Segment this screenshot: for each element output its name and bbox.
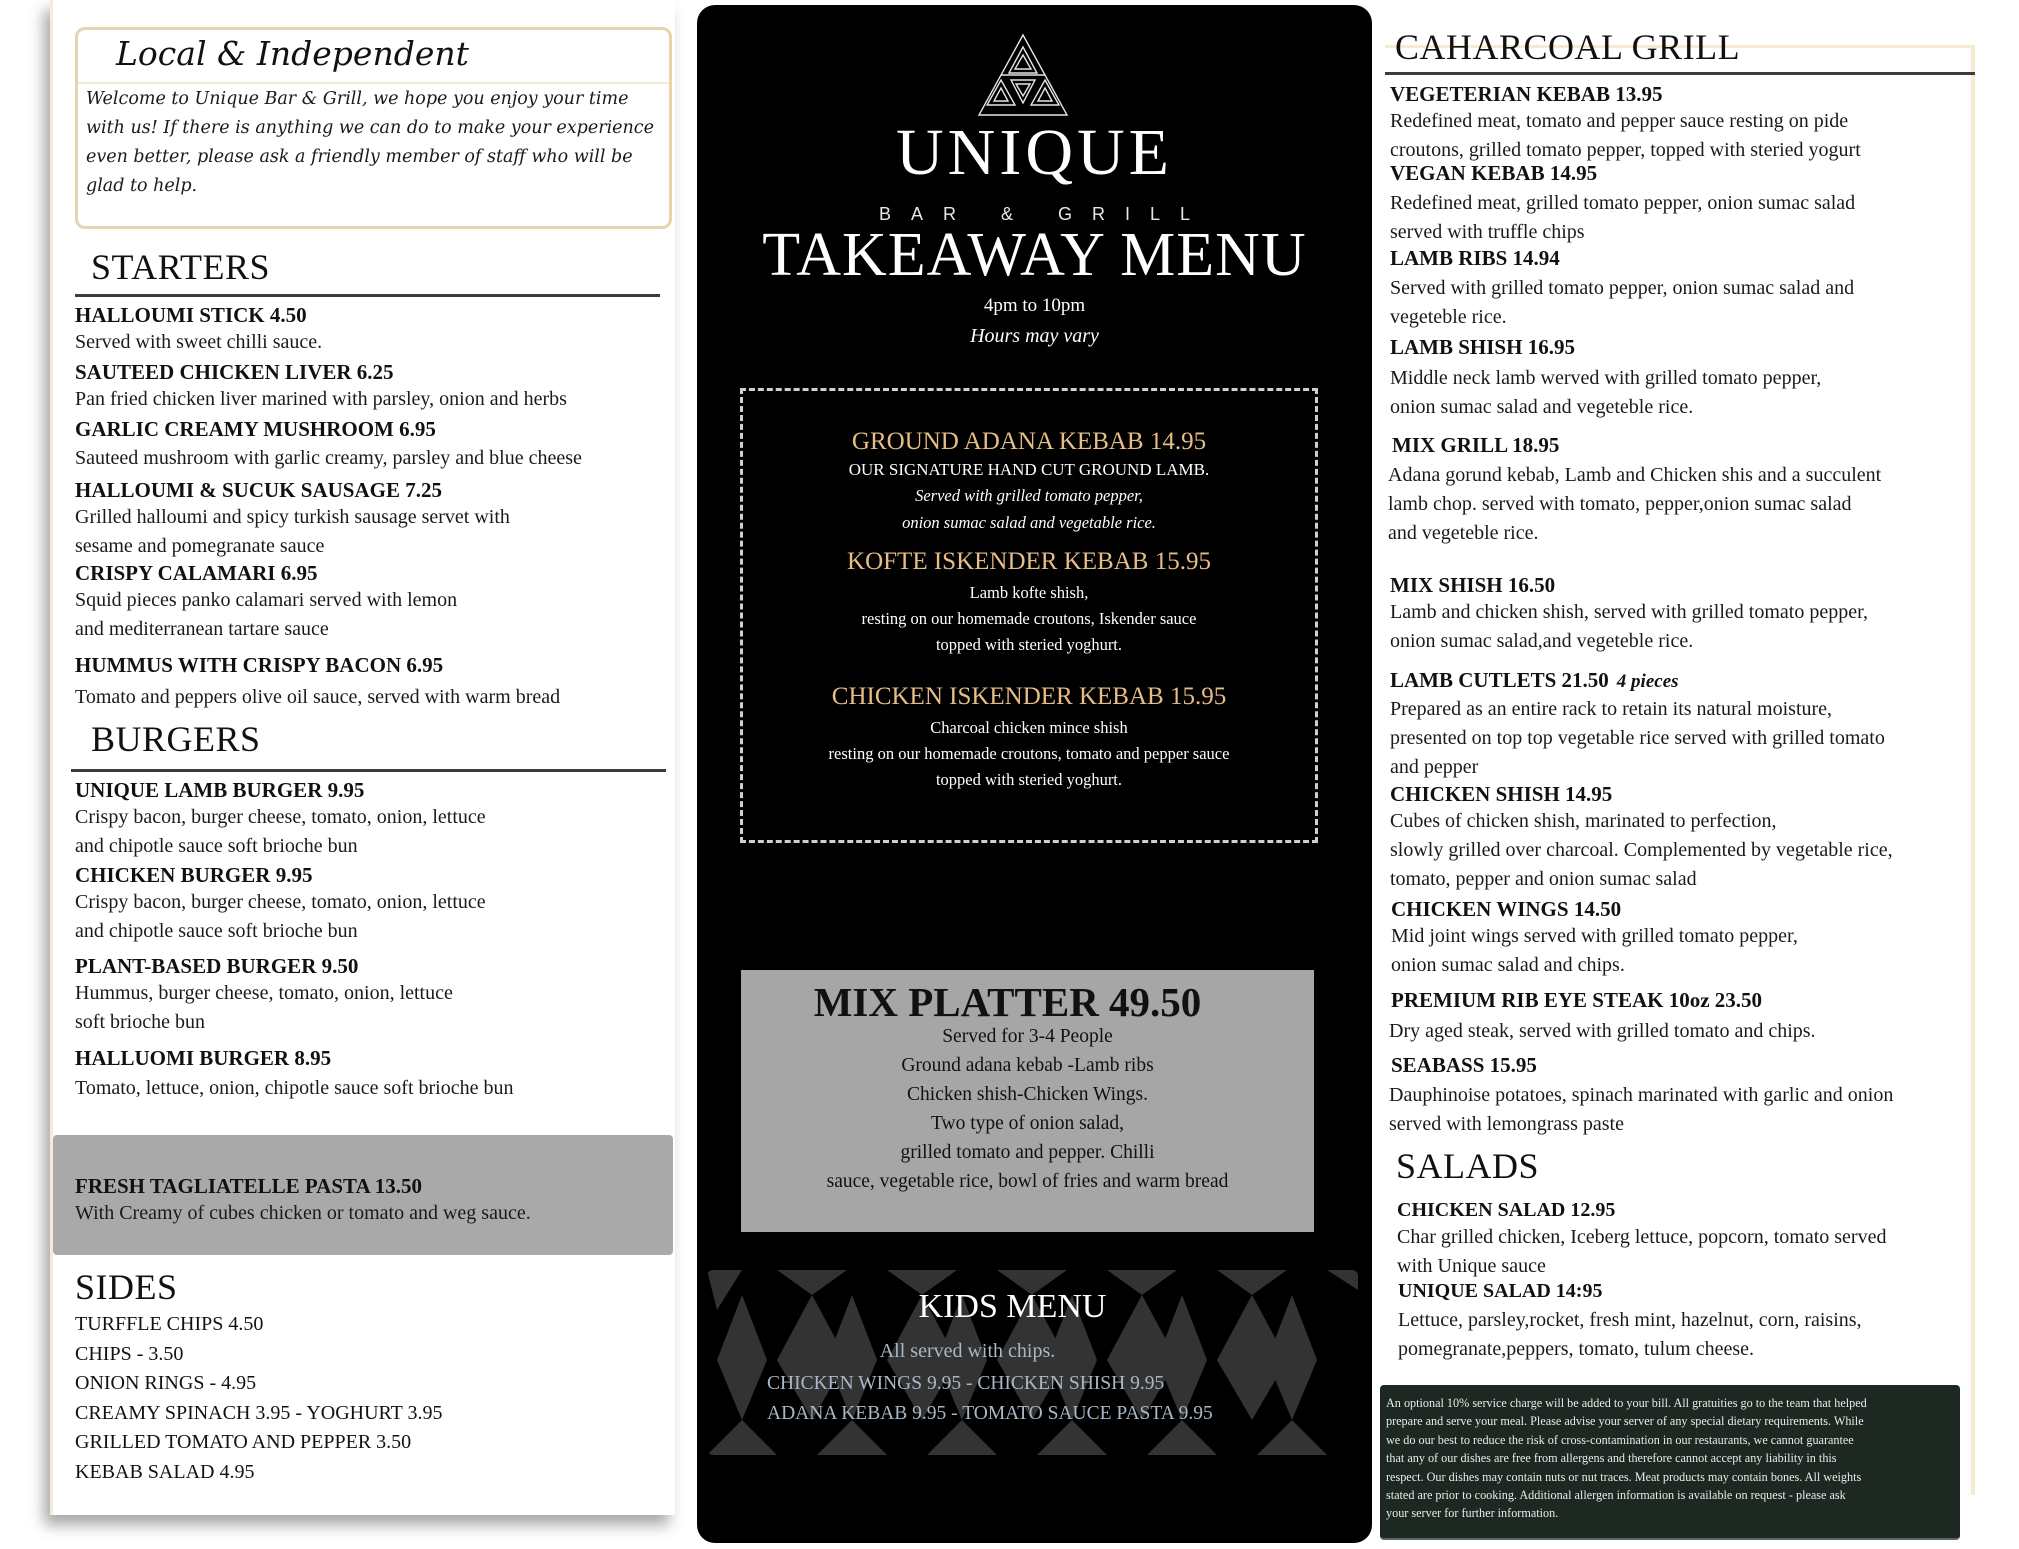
item-desc: lamb chop. served with tomato, pepper,onion sumac salad <box>1388 493 1852 515</box>
starters-heading: STARTERS <box>91 247 270 287</box>
side-item: CHIPS - 3.50 <box>75 1342 184 1365</box>
mix-platter-box <box>741 970 1314 1232</box>
item-desc: topped with steried yoghurt. <box>935 635 1123 654</box>
starters-divider <box>75 294 660 297</box>
item-name: CHICKEN ISKENDER KEBAB 15.95 <box>831 683 1227 710</box>
disclaimer-line: stated are prior to cooking. Additional allergen information is available on request - please ask <box>1386 1488 1846 1503</box>
item-name: SAUTEED CHICKEN LIVER 6.25 <box>75 360 394 384</box>
menu-item <box>1390 245 1990 332</box>
burgers-divider <box>71 769 666 772</box>
menu-item <box>1397 1197 1997 1281</box>
disclaimer-line: respect. Our dishes may contain nuts or nut traces. Meat products may contain bones. All weights <box>1386 1469 1862 1484</box>
item-desc: Hummus, burger cheese, tomato, onion, lettuce <box>75 982 453 1004</box>
menu-item <box>1390 781 1990 894</box>
item-desc: with Unique sauce <box>1397 1255 1546 1277</box>
platter-line: grilled tomato and pepper. Chilli <box>900 1142 1155 1163</box>
item-name-text: LAMB CUTLETS 21.50 <box>1390 668 1609 692</box>
menu-item <box>1390 334 1990 422</box>
item-desc: Lettuce, parsley,rocket, fresh mint, hazelnut, corn, raisins, <box>1398 1309 1862 1331</box>
item-desc: and chipotle sauce soft brioche bun <box>75 835 358 857</box>
item-name: CHICKEN BURGER 9.95 <box>75 863 313 887</box>
brand-subtitle: BAR & GRILL <box>878 204 1211 224</box>
welcome-box <box>75 27 672 229</box>
signature-item <box>743 681 1315 793</box>
menu-item <box>75 953 695 1037</box>
kids-menu-title: KIDS MENU <box>918 1288 1107 1325</box>
kids-menu-subtitle: All served with chips. <box>879 1340 1056 1362</box>
menu-item <box>75 652 695 712</box>
item-desc: onion sumac salad,and vegeteble rice. <box>1390 630 1694 652</box>
side-item: ONION RINGS - 4.95 <box>75 1372 257 1394</box>
item-desc: and pepper <box>1390 756 1479 778</box>
item-name: MIX GRILL 18.95 <box>1392 433 1560 457</box>
item-name: PLANT-BASED BURGER 9.50 <box>75 954 359 978</box>
item-desc: served with truffle chips <box>1390 221 1585 243</box>
item-desc: Cubes of chicken shish, marinated to perfection, <box>1390 810 1777 832</box>
item-desc: soft brioche bun <box>75 1011 205 1033</box>
item-desc: and chipotle sauce soft brioche bun <box>75 920 358 942</box>
item-name: GARLIC CREAMY MUSHROOM 6.95 <box>75 417 436 441</box>
item-desc: Charcoal chicken mince shish <box>930 718 1128 737</box>
item-name: VEGAN KEBAB 14.95 <box>1390 161 1598 185</box>
disclaimer-line: that any of our dishes are free from allergens and therefore cannot accept any liability in this <box>1386 1451 1837 1466</box>
menu-item <box>75 777 695 861</box>
right-page <box>1380 0 2019 1549</box>
item-name: KOFTE ISKENDER KEBAB 15.95 <box>847 548 1211 575</box>
burgers-heading: BURGERS <box>91 719 261 759</box>
item-desc: Served with sweet chilli sauce. <box>75 331 323 353</box>
item-name: LAMB RIBS 14.94 <box>1390 246 1560 270</box>
item-desc: presented on top top vegetable rice served with grilled tomato <box>1390 727 1885 749</box>
item-name: HUMMUS WITH CRISPY BACON 6.95 <box>75 653 444 677</box>
item-desc: sesame and pomegranate sauce <box>75 535 325 557</box>
item-desc: Grilled halloumi and spicy turkish sausage servet with <box>75 506 510 528</box>
item-desc: onion sumac salad and chips. <box>1391 954 1625 976</box>
item-desc: Mid joint wings served with grilled tomato pepper, <box>1391 925 1798 947</box>
item-name: GROUND ADANA KEBAB 14.95 <box>851 428 1207 455</box>
item-desc: Redefined meat, grilled tomato pepper, onion sumac salad <box>1390 192 1856 214</box>
allergen-disclaimer <box>1380 1385 1960 1540</box>
item-name: CRISPY CALAMARI 6.95 <box>75 561 318 585</box>
item-desc: Lamb kofte shish, <box>969 583 1089 602</box>
item-name: HALLOUMI STICK 4.50 <box>75 303 307 327</box>
item-desc: Adana gorund kebab, Lamb and Chicken shis and a succulent <box>1388 464 1882 486</box>
sides-heading: SIDES <box>75 1267 178 1307</box>
side-item: GRILLED TOMATO AND PEPPER 3.50 <box>75 1431 412 1453</box>
item-name: HALLUOMI BURGER 8.95 <box>75 1046 332 1070</box>
salads-heading: SALADS <box>1396 1146 1540 1186</box>
sides-list <box>75 1310 443 1487</box>
brand-name: UNIQUE <box>896 116 1173 189</box>
item-name: SEABASS 15.95 <box>1391 1053 1537 1077</box>
item-desc: Squid pieces panko calamari served with lemon <box>75 589 458 611</box>
item-desc: OUR SIGNATURE HAND CUT GROUND LAMB. <box>848 460 1210 479</box>
item-desc: vegeteble rice. <box>1390 306 1507 328</box>
item-desc: Tomato and peppers olive oil sauce, served with warm bread <box>75 686 561 708</box>
item-name: CHICKEN SHISH 14.95 <box>1390 782 1613 806</box>
item-name: UNIQUE SALAD 14:95 <box>1398 1280 1603 1302</box>
center-panel <box>697 5 1372 1543</box>
menu-item <box>75 560 695 644</box>
menu-title: TAKEAWAY MENU <box>762 221 1307 289</box>
menu-item <box>1391 896 1991 980</box>
item-name: LAMB SHISH 16.95 <box>1390 335 1575 359</box>
item-desc: Tomato, lettuce, onion, chipotle sauce soft brioche bun <box>75 1077 514 1099</box>
kids-menu-line: ADANA KEBAB 9.95 - TOMATO SAUCE PASTA 9.95 <box>767 1403 1213 1424</box>
menu-item <box>1390 572 1990 656</box>
item-desc: Prepared as an entire rack to retain its natural moisture, <box>1390 698 1833 720</box>
item-desc: onion sumac salad and vegeteble rice. <box>1390 396 1694 418</box>
item-desc: and vegeteble rice. <box>1388 522 1539 544</box>
item-name <box>1390 667 1990 695</box>
menu-item <box>1398 1278 1998 1364</box>
kids-menu-box <box>707 1270 1358 1455</box>
menu-item <box>1390 667 1990 782</box>
item-note: 4 pieces <box>1616 671 1679 692</box>
menu-item <box>1391 1052 1991 1139</box>
item-name: UNIQUE LAMB BURGER 9.95 <box>75 778 365 802</box>
menu-item <box>75 1045 695 1103</box>
menu-item <box>75 359 695 414</box>
item-desc: served with lemongrass paste <box>1389 1113 1624 1135</box>
item-name: MIX SHISH 16.50 <box>1390 573 1556 597</box>
menu-item <box>1388 432 1988 548</box>
item-desc: Middle neck lamb werved with grilled tomato pepper, <box>1390 367 1822 389</box>
item-desc: Dauphinoise potatoes, spinach marinated with garlic and onion <box>1389 1084 1894 1106</box>
item-desc: Served with grilled tomato pepper, <box>915 486 1143 505</box>
menu-item <box>75 477 695 561</box>
item-desc: Crispy bacon, burger cheese, tomato, onion, lettuce <box>75 891 486 913</box>
welcome-title: Local & Independent <box>116 34 469 73</box>
item-desc: Crispy bacon, burger cheese, tomato, onion, lettuce <box>75 806 486 828</box>
pasta-feature-box <box>53 1135 673 1255</box>
signature-item <box>743 426 1315 536</box>
menu-item <box>75 862 695 946</box>
platter-description <box>741 1022 1314 1196</box>
disclaimer-line: your server for further information. <box>1386 1506 1559 1521</box>
item-desc: Pan fried chicken liver marined with parsley, onion and herbs <box>75 388 567 410</box>
left-page <box>50 0 675 1515</box>
welcome-text: Welcome to Unique Bar & Grill, we hope you enjoy your time with us! If there is anything we can do to make your experience even better, please ask a friendly member of staff who will be glad to help. <box>86 89 654 196</box>
item-desc: and mediterranean tartare sauce <box>75 618 329 640</box>
signature-dishes-box <box>740 388 1318 843</box>
item-name: CHICKEN SALAD 12.95 <box>1397 1199 1616 1221</box>
grill-divider <box>1385 72 1975 75</box>
item-desc: croutons, grilled tomato pepper, topped with steried yogurt <box>1390 139 1861 161</box>
disclaimer-line: prepare and serve your meal. Please advise your server of any special dietary requirements. While <box>1386 1414 1864 1429</box>
item-desc: Sauteed mushroom with garlic creamy, parsley and blue cheese <box>75 447 582 469</box>
item-name: VEGETERIAN KEBAB 13.95 <box>1390 82 1663 106</box>
item-name: FRESH TAGLIATELLE PASTA 13.50 <box>75 1174 422 1198</box>
platter-line: Served for 3-4 People <box>942 1026 1113 1047</box>
item-desc: With Creamy of cubes chicken or tomato and weg sauce. <box>75 1202 531 1224</box>
side-item: CREAMY SPINACH 3.95 - YOGHURT 3.95 <box>75 1401 443 1424</box>
side-item: KEBAB SALAD 4.95 <box>75 1460 255 1483</box>
triangle-logo-icon <box>977 33 1069 117</box>
signature-item <box>743 546 1315 658</box>
item-desc: topped with steried yoghurt. <box>935 770 1123 789</box>
item-desc: tomato, pepper and onion sumac salad <box>1390 868 1697 890</box>
welcome-divider <box>78 82 669 84</box>
menu-item <box>75 302 695 357</box>
item-desc: resting on our homemade croutons, tomato and pepper sauce <box>828 744 1230 763</box>
item-desc: Dry aged steak, served with grilled tomato and chips. <box>1389 1020 1816 1042</box>
kids-menu-line: CHICKEN WINGS 9.95 - CHICKEN SHISH 9.95 <box>767 1373 1165 1394</box>
disclaimer-line: we do our best to reduce the risk of cross-contamination in our restaurants, we cannot guarantee <box>1386 1432 1854 1447</box>
platter-line: sauce, vegetable rice, bowl of fries and warm bread <box>826 1171 1229 1192</box>
side-item: TURFFLE CHIPS 4.50 <box>75 1313 264 1335</box>
item-desc: slowly grilled over charcoal. Complemented by vegetable rice, <box>1390 839 1893 861</box>
menu-item <box>75 416 695 473</box>
item-desc: pomegranate,peppers, tomato, tulum cheese. <box>1398 1338 1754 1360</box>
menu-item <box>1390 81 1990 165</box>
disclaimer-line: An optional 10% service charge will be added to your bill. All gratuities go to the team that helped <box>1386 1396 1867 1410</box>
grill-heading: CAHARCOAL GRILL <box>1395 27 1741 67</box>
item-desc: Char grilled chicken, Iceberg lettuce, popcorn, tomato served <box>1397 1226 1887 1248</box>
hours-note: Hours may vary <box>970 325 1099 347</box>
menu-item <box>75 1173 695 1228</box>
platter-line: Chicken shish-Chicken Wings. <box>907 1084 1148 1105</box>
item-name: HALLOUMI & SUCUK SAUSAGE 7.25 <box>75 478 442 502</box>
item-name: CHICKEN WINGS 14.50 <box>1391 897 1622 921</box>
item-desc: Served with grilled tomato pepper, onion sumac salad and <box>1390 277 1855 299</box>
item-desc: Redefined meat, tomato and pepper sauce resting on pide <box>1390 110 1849 132</box>
item-desc: resting on our homemade croutons, Iskender sauce <box>861 609 1197 628</box>
opening-hours: 4pm to 10pm <box>983 295 1086 316</box>
item-desc: Lamb and chicken shish, served with grilled tomato pepper, <box>1390 601 1868 623</box>
item-desc: onion sumac salad and vegetable rice. <box>902 513 1156 532</box>
platter-title: MIX PLATTER 49.50 <box>813 979 1202 1025</box>
item-name: PREMIUM RIB EYE STEAK 10oz 23.50 <box>1391 988 1763 1012</box>
platter-line: Ground adana kebab -Lamb ribs <box>901 1055 1154 1076</box>
menu-item <box>1390 160 1990 247</box>
platter-line: Two type of onion salad, <box>930 1113 1125 1134</box>
menu-item <box>1391 987 1991 1046</box>
